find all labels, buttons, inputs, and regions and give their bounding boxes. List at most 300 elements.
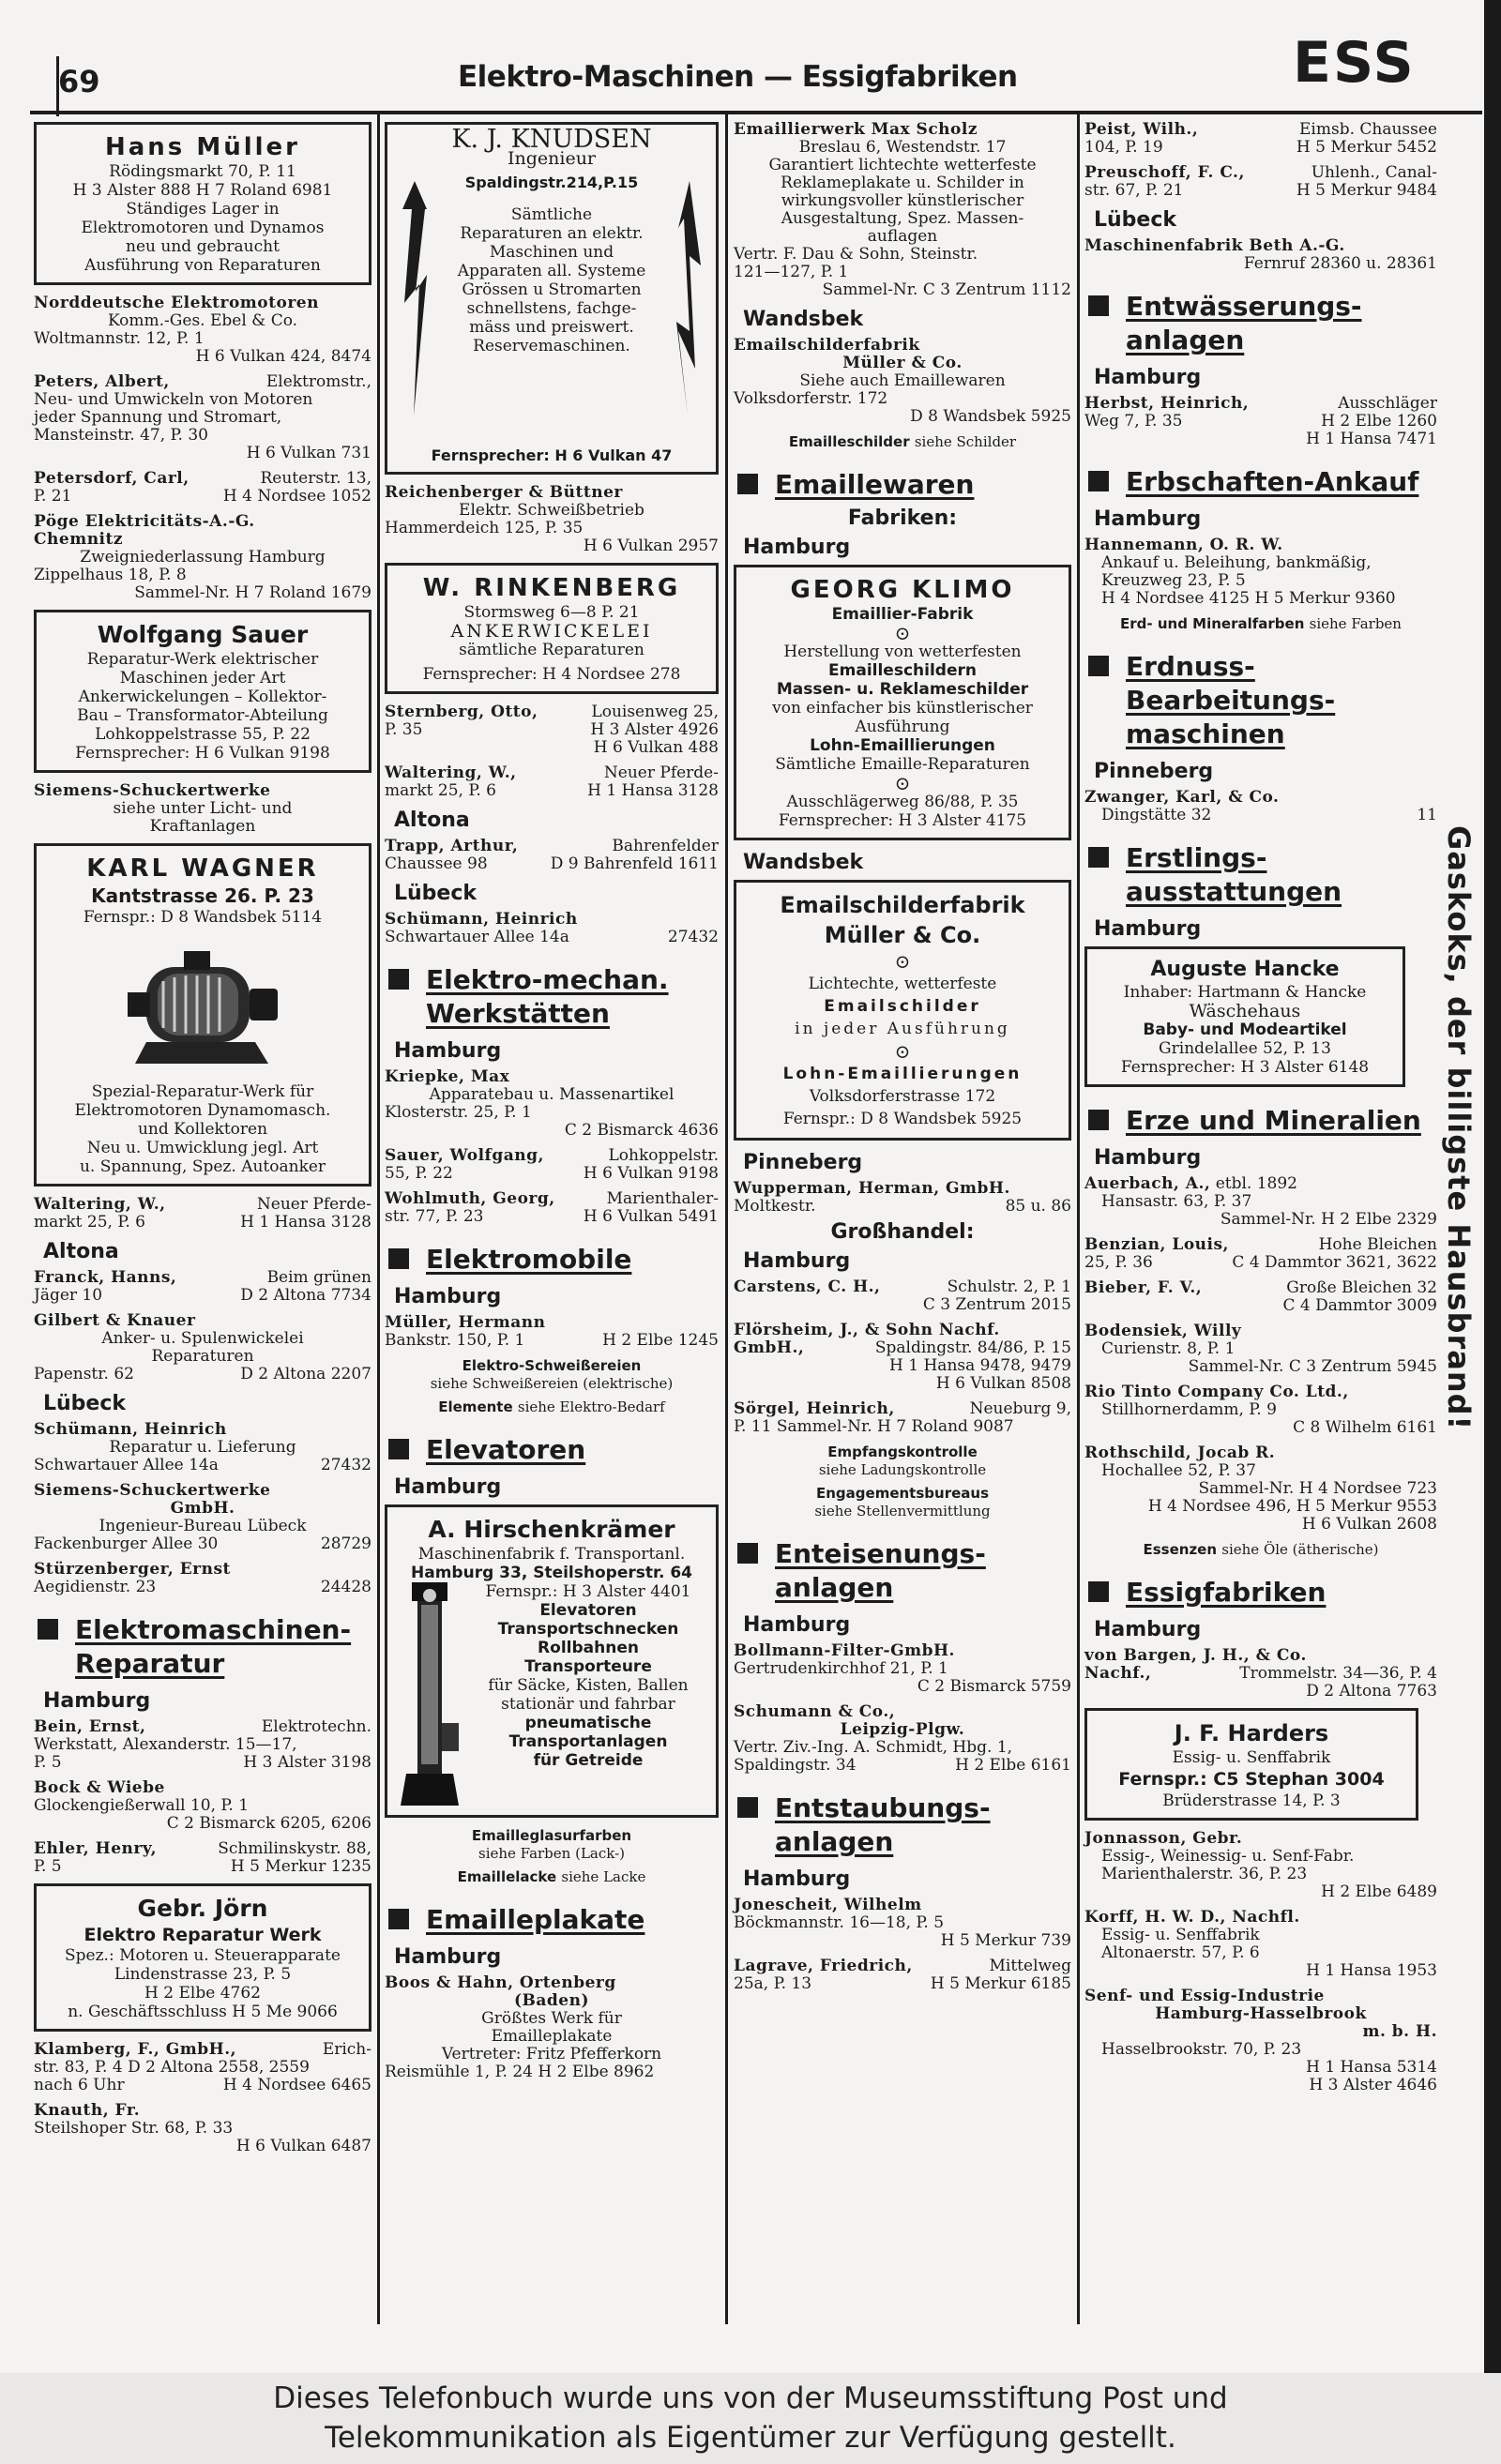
entry-line: Reklameplakate u. Schilder in bbox=[781, 174, 1024, 192]
entry-phone: H 6 Vulkan 488 bbox=[593, 738, 719, 757]
section-title: ausstattungen bbox=[1126, 876, 1342, 907]
entry-line: Siehe auch Emaillewaren bbox=[799, 371, 1006, 390]
listing-entry bbox=[734, 1958, 1071, 1993]
ad-phone: Fernsprecher: H 3 Alster 4175 bbox=[778, 811, 1027, 830]
entry-name: Bodensiek, Willy bbox=[1084, 1322, 1242, 1340]
ad-line: Sämtliche Emaille-Reparaturen bbox=[775, 755, 1030, 774]
ad-line: Spez.: Motoren u. Steuerapparate bbox=[65, 1946, 341, 1965]
column-divider-3 bbox=[1077, 111, 1080, 2324]
ad-auguste-hancke bbox=[1084, 946, 1405, 1087]
entry-name: Maschinenfabrik Beth A.-G. bbox=[1084, 236, 1345, 255]
ad-line: pneumatische bbox=[524, 1714, 652, 1732]
entry-line: Erich- bbox=[322, 2040, 371, 2059]
entry-phone: H 6 Vulkan 9198 bbox=[583, 1164, 719, 1183]
ad-phone: Fernspr.: D 8 Wandsbek 5925 bbox=[782, 1110, 1023, 1128]
ad-line: Reparaturen an elektr. bbox=[460, 224, 644, 243]
entry-name: Schümann, Heinrich bbox=[385, 910, 578, 929]
section-heading bbox=[385, 1243, 719, 1277]
city-heading: Hamburg bbox=[1094, 507, 1202, 531]
listing-entry bbox=[385, 703, 719, 757]
section-title: Erstlings- bbox=[1126, 842, 1267, 873]
entry-name: Ehler, Henry, bbox=[34, 1839, 158, 1858]
listing-entry bbox=[734, 337, 1071, 426]
entry-line: Emailleplakate bbox=[491, 2027, 613, 2046]
entry-name: Waltering, W., bbox=[385, 763, 517, 782]
entry-name: Bock & Wiebe bbox=[34, 1778, 165, 1797]
entry-name: Wohlmuth, Georg, bbox=[385, 1189, 555, 1208]
ad-line: Spezial-Reparatur-Werk für bbox=[91, 1082, 314, 1101]
entry-line: Volksdorferstr. 172 bbox=[734, 389, 888, 408]
entry-line: Neu- und Umwickeln von Motoren bbox=[34, 390, 313, 409]
city-heading: Hamburg bbox=[1094, 917, 1202, 941]
entry-name: Gilbert & Knauer bbox=[34, 1311, 196, 1330]
ad-name: Hans Müller bbox=[104, 133, 300, 161]
section-marker-icon bbox=[388, 1439, 409, 1459]
ref-term: Empfangskontrolle bbox=[827, 1444, 978, 1460]
entry-line: Jäger 10 bbox=[34, 1286, 103, 1305]
section-heading bbox=[34, 1613, 371, 1681]
entry-line: Neueburg 9, bbox=[969, 1399, 1071, 1418]
ad-line: Grindelallee 52, P. 13 bbox=[1159, 1039, 1331, 1058]
entry-line: Anker- u. Spulenwickelei bbox=[101, 1329, 304, 1348]
entry-name: Stürzenberger, Ernst bbox=[34, 1560, 231, 1579]
ad-name: GEORG KLIMO bbox=[790, 576, 1015, 604]
entry-name: GmbH., bbox=[734, 1338, 805, 1357]
entry-line: Moltkestr. bbox=[734, 1197, 816, 1216]
ad-line: Transportschnecken bbox=[497, 1620, 679, 1639]
entry-name: Hamburg-Hasselbrook bbox=[1155, 2004, 1367, 2023]
entry-line: Größtes Werk für bbox=[481, 2009, 622, 2028]
ad-name: Auguste Hancke bbox=[1150, 958, 1340, 981]
ref-target: siehe Ladungskontrolle bbox=[818, 1461, 987, 1478]
listing-entry bbox=[1084, 1175, 1437, 1229]
section-tag: ESS bbox=[1293, 30, 1416, 96]
entry-phone: H 6 Vulkan 731 bbox=[246, 444, 371, 462]
entry-phone: H 6 Vulkan 2957 bbox=[583, 537, 719, 555]
entry-name: Jonescheit, Wilhelm bbox=[734, 1896, 922, 1914]
listing-entry bbox=[734, 1180, 1071, 1216]
city-heading: Hamburg bbox=[394, 1475, 502, 1499]
ref-term: Emaillelacke bbox=[457, 1868, 557, 1885]
entry-phone: C 4 Dammtor 3009 bbox=[1282, 1296, 1437, 1315]
entry-name: Norddeutsche Elektromotoren bbox=[34, 294, 319, 312]
entry-name: (Baden) bbox=[513, 1991, 590, 2010]
entry-line: Garantiert lichtechte wetterfeste bbox=[768, 156, 1037, 174]
side-ad-text: Gaskoks, der billigste Hausbrand! bbox=[1441, 825, 1477, 1431]
entry-line: Lohkoppelstr. bbox=[608, 1146, 719, 1165]
entry-line: 121—127, P. 1 bbox=[734, 263, 849, 281]
ad-name: J. F. Harders bbox=[1174, 1720, 1329, 1746]
entry-line: Dingstätte 32 bbox=[1101, 806, 1212, 824]
ad-line: Transportanlagen bbox=[508, 1732, 668, 1751]
cross-reference bbox=[385, 1827, 719, 1863]
entry-phone: H 2 Elbe 6161 bbox=[955, 1756, 1071, 1775]
entry-line: P. 5 bbox=[34, 1753, 62, 1772]
side-advertisement bbox=[1441, 825, 1478, 1463]
entry-line: Schmilinskystr. 88, bbox=[218, 1839, 371, 1858]
page-number: 69 bbox=[58, 64, 100, 99]
entry-phone: H 5 Merkur 1235 bbox=[230, 1857, 371, 1876]
entry-line: nach 6 Uhr bbox=[34, 2076, 125, 2094]
city-heading: Lübeck bbox=[43, 1392, 127, 1415]
column-3 bbox=[734, 118, 1071, 2001]
entry-phone: H 2 Elbe 1260 bbox=[1321, 412, 1437, 431]
entry-line: str. 67, P. 21 bbox=[1084, 181, 1184, 200]
entry-line: 104, P. 19 bbox=[1084, 138, 1163, 157]
listing-entry bbox=[385, 1190, 719, 1226]
section-heading bbox=[1084, 1104, 1437, 1138]
entry-name: Emailschilderfabrik bbox=[734, 336, 920, 355]
cross-reference bbox=[734, 1444, 1071, 1479]
entry-phone: 85 u. 86 bbox=[1005, 1197, 1071, 1216]
ad-phone: Fernsprecher: H 4 Nordsee 278 bbox=[422, 665, 681, 684]
entry-phone: C 4 Dammtor 3621, 3622 bbox=[1232, 1253, 1437, 1272]
entry-line: Chaussee 98 bbox=[385, 854, 488, 873]
listing-entry bbox=[34, 373, 371, 462]
entry-phone: Reismühle 1, P. 24 H 2 Elbe 8962 bbox=[385, 2063, 655, 2081]
entry-line: Schwartauer Allee 14a bbox=[385, 928, 569, 946]
ad-line: Rollbahnen bbox=[538, 1639, 639, 1657]
ad-line: Elektro Reparatur Werk bbox=[83, 1925, 322, 1945]
entry-line: Altonaerstr. 57, P. 6 bbox=[1101, 1943, 1260, 1962]
ad-name: KARL WAGNER bbox=[86, 854, 319, 883]
entry-line: Essig- u. Senffabrik bbox=[1101, 1926, 1260, 1944]
entry-phone: H 5 Merkur 739 bbox=[940, 1931, 1071, 1950]
listing-entry bbox=[1084, 1647, 1437, 1701]
ad-line: Kantstrasse 26. P. 23 bbox=[91, 884, 314, 907]
entry-name: Boos & Hahn, Ortenberg bbox=[385, 1973, 616, 1992]
entry-name: Rio Tinto Company Co. Ltd., bbox=[1084, 1383, 1349, 1401]
entry-line: Spaldingstr. 34 bbox=[734, 1756, 857, 1775]
section-heading bbox=[385, 1903, 719, 1937]
ad-line: Brüderstrasse 14, P. 3 bbox=[1162, 1791, 1341, 1810]
entry-name: Schümann, Heinrich bbox=[34, 1420, 227, 1439]
entry-phone: H 5 Merkur 5452 bbox=[1296, 138, 1437, 157]
entry-phone: Sammel-Nr. C 3 Zentrum 1112 bbox=[822, 280, 1071, 299]
city-heading: Pinneberg bbox=[743, 1151, 863, 1174]
listing-entry bbox=[385, 911, 719, 946]
section-marker-icon bbox=[388, 969, 409, 990]
entry-name: Leipzig-Plgw. bbox=[840, 1720, 965, 1739]
ad-line: Ausführung von Reparaturen bbox=[84, 256, 321, 275]
entry-phone: 27432 bbox=[667, 928, 719, 946]
ad-name: Wolfgang Sauer bbox=[97, 621, 309, 648]
entry-phone: H 1 Hansa 1953 bbox=[1306, 1961, 1437, 1980]
entry-name: Sternberg, Otto, bbox=[385, 703, 538, 721]
ad-line: Volksdorferstrasse 172 bbox=[809, 1087, 996, 1106]
entry-line: Steilshoper Str. 68, P. 33 bbox=[34, 2119, 234, 2138]
entry-line: Hammerdeich 125, P. 35 bbox=[385, 519, 584, 537]
entry-phone: H 5 Merkur 6185 bbox=[930, 1974, 1071, 1993]
ref-target: siehe Lacke bbox=[561, 1868, 646, 1885]
entry-name: Peist, Wilh., bbox=[1084, 120, 1199, 139]
listing-entry bbox=[734, 1642, 1071, 1696]
ref-term: Engagementsbureaus bbox=[816, 1485, 989, 1502]
section-marker-icon bbox=[388, 1909, 409, 1929]
entry-phone: H 6 Vulkan 2608 bbox=[1301, 1515, 1437, 1534]
entry-line: siehe unter Licht- und bbox=[113, 799, 293, 818]
entry-name: Schumann & Co., bbox=[734, 1702, 896, 1721]
entry-line: Spaldingstr. 84/86, P. 15 bbox=[874, 1338, 1071, 1357]
entry-name: Sauer, Wolfgang, bbox=[385, 1146, 544, 1165]
ref-term: Essenzen bbox=[1143, 1541, 1218, 1558]
ref-target: siehe Schweißereien (elektrische) bbox=[430, 1375, 674, 1392]
ad-line: Reparatur-Werk elektrischer bbox=[86, 650, 319, 669]
entry-line: Bankstr. 150, P. 1 bbox=[385, 1331, 525, 1350]
entry-phone: H 1 Hansa 9478, 9479 bbox=[889, 1356, 1071, 1375]
entry-line: Uhlenh., Canal- bbox=[1311, 163, 1437, 182]
ad-line: Baby- und Modeartikel bbox=[1143, 1020, 1347, 1039]
ad-line: in jeder Ausführung bbox=[795, 1020, 1010, 1038]
entry-name: Korff, H. W. D., Nachfl. bbox=[1084, 1908, 1300, 1927]
entry-phone: H 1 Hansa 5314 bbox=[1306, 2058, 1437, 2077]
entry-phone: Sammel-Nr. C 3 Zentrum 5945 bbox=[1188, 1357, 1437, 1376]
entry-phone: H 4 Nordsee 6465 bbox=[222, 2076, 371, 2094]
entry-line: Hochallee 52, P. 37 bbox=[1101, 1461, 1256, 1480]
entry-line: Ankauf u. Beleihung, bankmäßig, bbox=[1101, 553, 1372, 572]
entry-line: markt 25, P. 6 bbox=[385, 781, 496, 800]
listing-entry bbox=[1084, 1909, 1437, 1980]
ad-line: und Kollektoren bbox=[137, 1120, 268, 1139]
entry-name: Müller, Hermann bbox=[385, 1313, 546, 1332]
entry-name: Herbst, Heinrich, bbox=[1084, 394, 1250, 413]
ad-line: Wäschehaus bbox=[1189, 1001, 1301, 1021]
entry-line: Zippelhaus 18, P. 8 bbox=[34, 566, 187, 584]
entry-name: Hannemann, O. R. W. bbox=[1084, 536, 1283, 554]
listing-entry bbox=[1084, 1323, 1437, 1376]
entry-name: Bieber, F. V., bbox=[1084, 1278, 1203, 1297]
section-heading bbox=[1084, 650, 1437, 751]
entry-name: Franck, Hanns, bbox=[34, 1268, 177, 1287]
entry-name: Siemens-Schuckertwerke bbox=[34, 781, 271, 800]
section-heading bbox=[1084, 841, 1437, 909]
entry-phone: H 1 Hansa 7471 bbox=[1306, 430, 1437, 448]
cross-reference bbox=[734, 433, 1071, 451]
ad-line: H 3 Alster 888 H 7 Roland 6981 bbox=[72, 181, 333, 200]
entry-line: Papenstr. 62 bbox=[34, 1365, 134, 1383]
header-rule bbox=[30, 111, 1482, 114]
section-heading bbox=[1084, 290, 1437, 357]
city-heading: Hamburg bbox=[743, 1249, 851, 1273]
section-title: Bearbeitungs- bbox=[1126, 685, 1336, 716]
entry-phone: H 6 Vulkan 5491 bbox=[583, 1207, 719, 1226]
ad-line: Essig- u. Senffabrik bbox=[1172, 1748, 1331, 1767]
section-title: maschinen bbox=[1126, 718, 1285, 749]
section-title: Erdnuss- bbox=[1126, 651, 1255, 682]
ad-line: Sämtliche bbox=[510, 205, 593, 224]
entry-line: 25, P. 36 bbox=[1084, 1253, 1153, 1272]
entry-line: Woltmannstr. 12, P. 1 bbox=[34, 329, 205, 348]
ad-karl-wagner bbox=[34, 843, 371, 1187]
ad-line: Elevatoren bbox=[539, 1601, 637, 1620]
ad-line: Fernspr.: H 3 Alster 4401 bbox=[485, 1582, 691, 1601]
entry-phone: H 2 Elbe 1245 bbox=[602, 1331, 719, 1350]
column-4 bbox=[1084, 118, 1437, 2102]
circle-dot-icon: ⊙ bbox=[894, 622, 911, 644]
listing-entry bbox=[34, 295, 371, 366]
ad-knudsen bbox=[385, 122, 719, 475]
entry-name: Emaillierwerk Max Scholz bbox=[734, 120, 978, 139]
ad-line: Neu u. Umwicklung jegl. Art bbox=[86, 1139, 319, 1157]
listing-entry bbox=[34, 470, 371, 506]
ad-line: Herstellung von wetterfesten bbox=[783, 642, 1022, 661]
section-title: anlagen bbox=[1126, 325, 1245, 355]
ad-line: schnellstens, fachge- bbox=[466, 299, 637, 318]
entry-line: Reparaturen bbox=[151, 1347, 254, 1366]
entry-name: Rothschild, Jocab R. bbox=[1084, 1444, 1276, 1462]
entry-phone: C 8 Wilhelm 6161 bbox=[1293, 1418, 1437, 1437]
listing-entry bbox=[1084, 789, 1437, 824]
entry-line: P. 21 bbox=[34, 487, 72, 506]
section-marker-icon bbox=[737, 1543, 758, 1564]
entry-line: Klosterstr. 25, P. 1 bbox=[385, 1103, 532, 1122]
ad-emailschilderfabrik bbox=[734, 880, 1071, 1141]
listing-entry bbox=[385, 1068, 719, 1140]
entry-line: Schwartauer Allee 14a bbox=[34, 1456, 219, 1474]
entry-phone: C 2 Bismarck 5759 bbox=[917, 1677, 1071, 1696]
section-heading bbox=[385, 963, 719, 1031]
ad-line: neu und gebraucht bbox=[126, 237, 280, 256]
ref-target: siehe Farben (Lack-) bbox=[478, 1845, 625, 1862]
entry-phone: D 2 Altona 7734 bbox=[240, 1286, 371, 1305]
entry-name: Jonnasson, Gebr. bbox=[1084, 1829, 1243, 1848]
circle-dot-icon: ⊙ bbox=[894, 772, 911, 794]
entry-line: Hohe Bleichen bbox=[1318, 1235, 1437, 1254]
city-heading: Hamburg bbox=[1094, 1618, 1202, 1641]
entry-phone: C 3 Zentrum 2015 bbox=[922, 1295, 1071, 1314]
electric-motor-icon bbox=[109, 934, 296, 1075]
entry-line: Elektrotechn. bbox=[261, 1717, 371, 1736]
circle-dot-icon: ⊙ bbox=[894, 1040, 911, 1063]
elevator-machine-icon bbox=[397, 1582, 462, 1807]
listing-entry bbox=[734, 121, 1071, 299]
section-heading bbox=[734, 1791, 1071, 1859]
section-heading bbox=[734, 468, 1071, 502]
section-title: Erze und Mineralien bbox=[1126, 1105, 1421, 1136]
city-heading: Hamburg bbox=[394, 1945, 502, 1969]
entry-phone: 27432 bbox=[320, 1456, 371, 1474]
section-marker-icon bbox=[1088, 1110, 1109, 1130]
listing-entry bbox=[734, 1278, 1071, 1314]
section-heading bbox=[385, 1433, 719, 1467]
entry-line: Eimsb. Chaussee bbox=[1299, 120, 1437, 139]
listing-entry bbox=[734, 1897, 1071, 1950]
cross-reference bbox=[1084, 615, 1437, 633]
entry-line: Werkstatt, Alexanderstr. 15—17, bbox=[34, 1735, 297, 1754]
city-heading: Hamburg bbox=[43, 1689, 151, 1713]
entry-phone: 11 bbox=[1417, 806, 1437, 824]
entry-line: 25a, P. 13 bbox=[734, 1974, 812, 1993]
entry-line: Kraftanlagen bbox=[149, 817, 256, 836]
ref-term: Emailleglasurfarben bbox=[471, 1827, 632, 1844]
ad-line: Ingenieur bbox=[507, 148, 597, 169]
ad-name: Müller & Co. bbox=[824, 922, 981, 948]
entry-phone: D 2 Altona 7763 bbox=[1306, 1682, 1437, 1701]
ad-line: mäss und preiswert. bbox=[469, 318, 634, 337]
lightning-bolt-icon bbox=[401, 181, 429, 416]
listing-entry bbox=[34, 1312, 371, 1383]
ad-wolfgang-sauer bbox=[34, 610, 371, 773]
ad-line: für Getreide bbox=[533, 1751, 644, 1770]
cross-reference bbox=[1084, 1541, 1437, 1559]
section-marker-icon bbox=[1088, 656, 1109, 676]
entry-line: Vertreter: Fritz Pfefferkorn bbox=[441, 2045, 662, 2063]
section-marker-icon bbox=[1088, 847, 1109, 868]
section-title: Elektromaschinen- bbox=[75, 1614, 352, 1645]
section-title: Essigfabriken bbox=[1126, 1577, 1327, 1608]
entry-phone: H 6 Vulkan 6487 bbox=[235, 2137, 371, 2155]
ad-rinkenberg bbox=[385, 563, 719, 694]
entry-phone: Sammel-Nr. H 4 Nordsee 723 bbox=[1198, 1479, 1437, 1498]
circle-dot-icon: ⊙ bbox=[894, 950, 911, 973]
ad-line: n. Geschäftsschluss H 5 Me 9066 bbox=[68, 2003, 338, 2021]
entry-line: jeder Spannung und Stromart, bbox=[34, 408, 282, 427]
ad-line: Emailschilder bbox=[824, 997, 981, 1016]
entry-name: Chemnitz bbox=[34, 530, 124, 549]
ad-line: Lohn-Emaillierungen bbox=[782, 1065, 1023, 1083]
entry-line: Fackenburger Allee 30 bbox=[34, 1534, 219, 1553]
listing-entry bbox=[385, 1974, 719, 2081]
entry-line: Zweigniederlassung Hamburg bbox=[80, 548, 326, 567]
listing-entry bbox=[385, 838, 719, 873]
section-title: Elektro-mechan. bbox=[426, 964, 669, 995]
ad-line: Hamburg 33, Steilshoperstr. 64 bbox=[411, 1564, 692, 1582]
entry-line: Essig-, Weinessig- u. Senf-Fabr. bbox=[1101, 1847, 1355, 1866]
listing-entry bbox=[34, 782, 371, 836]
listing-entry bbox=[1084, 1236, 1437, 1272]
entry-line: Curienstr. 8, P. 1 bbox=[1101, 1339, 1236, 1358]
entry-phone: Sammel-Nr. H 2 Elbe 2329 bbox=[1220, 1210, 1437, 1229]
ad-line: Stormsweg 6—8 P. 21 bbox=[463, 603, 640, 622]
column-1 bbox=[34, 118, 371, 2163]
ad-line: Lohkoppelstrasse 55, P. 22 bbox=[95, 725, 311, 744]
entry-line: Mittelweg bbox=[989, 1957, 1071, 1975]
lightning-bolt-icon bbox=[675, 181, 703, 416]
ad-name: K. J. KNUDSEN bbox=[451, 125, 652, 154]
listing-entry bbox=[34, 1718, 371, 1772]
entry-name: Zwanger, Karl, & Co. bbox=[1084, 788, 1280, 807]
entry-phone: H 3 Alster 4926 bbox=[590, 720, 719, 739]
column-divider-1 bbox=[377, 111, 380, 2324]
ad-line: von einfacher bis künstlerischer bbox=[772, 699, 1033, 718]
entry-line: P. 5 bbox=[34, 1857, 62, 1876]
ad-line: Transporteure bbox=[524, 1657, 652, 1676]
entry-line: Weg 7, P. 35 bbox=[1084, 412, 1183, 431]
section-title: anlagen bbox=[775, 1826, 894, 1857]
ad-line: für Säcke, Kisten, Ballen bbox=[488, 1676, 689, 1695]
ref-target: siehe Stellenvermittlung bbox=[814, 1503, 991, 1519]
entry-name: Benzian, Louis, bbox=[1084, 1235, 1229, 1254]
city-heading: Hamburg bbox=[1094, 1146, 1202, 1170]
ad-line: stationär und fahrbar bbox=[501, 1695, 675, 1714]
entry-phone: H 5 Merkur 9484 bbox=[1296, 181, 1437, 200]
entry-name: Preuschoff, F. C., bbox=[1084, 163, 1245, 182]
section-heading bbox=[1084, 465, 1437, 499]
column-divider-2 bbox=[725, 111, 728, 2324]
entry-phone: H 4 Nordsee 496, H 5 Merkur 9553 bbox=[1147, 1497, 1437, 1516]
ad-line: Fernspr.: D 8 Wandsbek 5114 bbox=[83, 908, 323, 927]
entry-name: Lagrave, Friedrich, bbox=[734, 1957, 913, 1975]
section-marker-icon bbox=[1088, 471, 1109, 491]
ad-name: Emailschilderfabrik bbox=[780, 892, 1025, 918]
listing-entry bbox=[34, 2041, 371, 2094]
ad-line: ANKERWICKELEI bbox=[450, 621, 653, 642]
entry-line: Breslau 6, Westendstr. 17 bbox=[798, 138, 1007, 157]
page-title: Elektro-Maschinen — Essigfabriken bbox=[458, 60, 1018, 94]
entry-name: m. b. H. bbox=[1362, 2022, 1437, 2041]
cross-reference bbox=[385, 1357, 719, 1393]
section-marker-icon bbox=[38, 1619, 58, 1640]
